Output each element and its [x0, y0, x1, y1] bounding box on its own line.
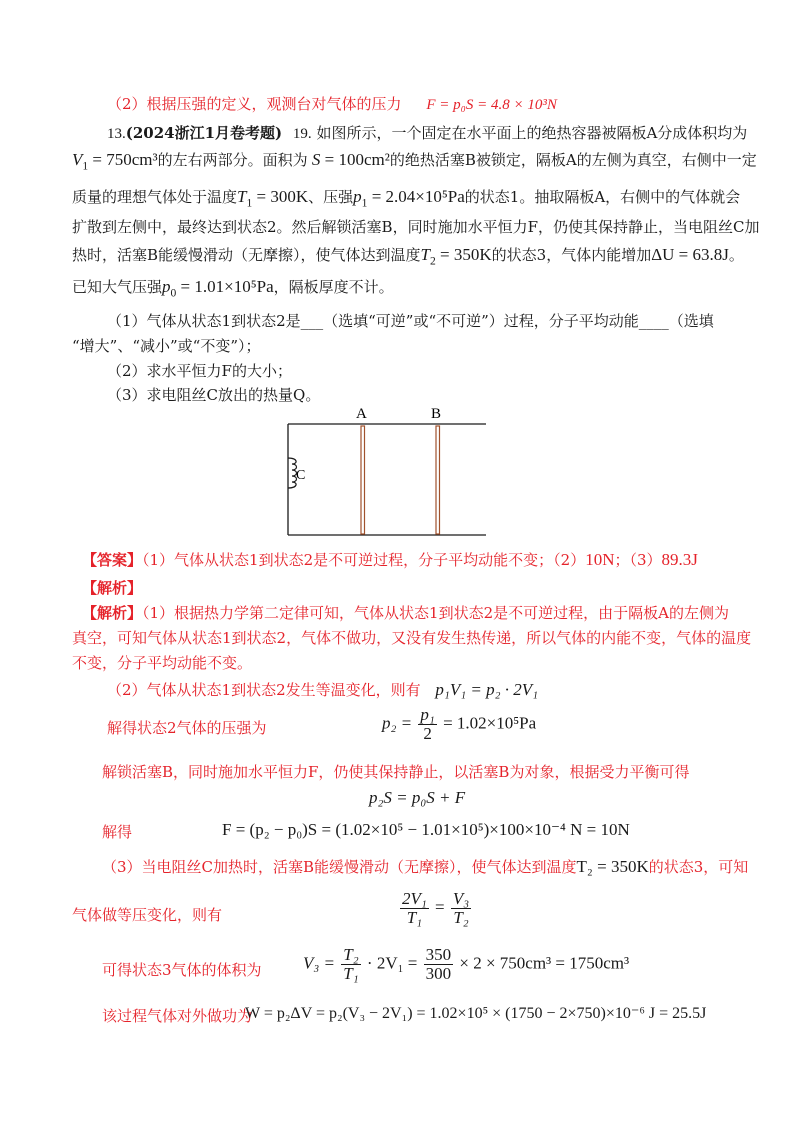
answer-value-3: 89.3J: [661, 550, 698, 569]
analysis-tag: 【解析】: [82, 604, 143, 622]
analysis-p2b-equation: p₂ = $\frac{\text{p₁}}{2}$ = 1.02×10⁵Pa: [382, 705, 537, 743]
answer-text-2: ；（3）: [614, 551, 662, 569]
problem-line-5: 热时，活塞B能缓慢滑动（无摩擦），使气体达到温度$T_2 = 350K$的状态3，气体内能增加ΔU = 63.8J。: [72, 245, 744, 268]
analysis-p2-line: [107, 680, 538, 700]
analysis-p8-text: 该过程气体对外做功为: [102, 1007, 253, 1025]
answer-tag: 【答案】: [82, 551, 143, 569]
t2-value: 350K: [453, 245, 492, 264]
problem-line-2: $V_1 = 750cm^3$的左右两部分。面积为 S = 100cm²的绝热活塞B被锁定，隔板A的左侧为真空，右侧中一定: [72, 150, 757, 173]
prev-answer-prefix: （2）根据压强的定义，观测台对气体的压力: [107, 95, 402, 113]
container-figure: [270, 400, 500, 545]
analysis-p3-equation: p₂S = p₀S + F: [369, 788, 466, 807]
piston-b: [436, 426, 440, 534]
analysis-p2-text: （2）气体从状态1到状态2发生等温变化，则有: [107, 681, 421, 699]
problem-text-5b: 的状态3，气体内能增加: [491, 246, 652, 264]
problem-text-6a: 已知大气压强: [72, 278, 163, 296]
analysis-p2-equation: p₁V₁ = p₂ · 2V₁: [435, 680, 539, 699]
problem-line-3: 质量的理想气体处于温度$T_1 = 300K$、压强$p_1 = 2.04\times 10^5Pa$的状态1。抽取隔板A，右侧中的气体就会: [72, 187, 741, 210]
problem-text-3a: 质量的理想气体处于温度: [72, 188, 238, 206]
partition-a: [361, 426, 365, 534]
analysis-p7-equation: V₃ = $\frac{\text{T₂}}{\text{T₁}}$ · 2V₁ = $\frac{350}{300}$ × 2 × 750cm³ = 1750cm³: [303, 945, 630, 983]
analysis-p1-line-1: 【解析】（1）根据热力学第二定律可知，气体从状态1到状态2是不可逆过程，由于隔板A的左侧为: [82, 604, 729, 622]
analysis-p6-text: 气体做等压变化，则有: [72, 906, 223, 924]
problem-text-1: 如图所示，一个固定在水平面上的绝热容器被隔板A分成体积均为: [316, 124, 748, 142]
v1-value: 750cm³: [106, 150, 158, 169]
analysis-p1-line-3: 不变，分子平均动能不变。: [72, 654, 253, 672]
prev-answer-line: [107, 94, 557, 115]
problem-line-6: 已知大气压强$p_0 = 1.01\times 10^5Pa$，隔板厚度不计。: [72, 277, 394, 300]
answer-line: [82, 550, 698, 570]
prev-answer-formula: F = p₀S = 4.8 × 10³N: [426, 97, 557, 113]
analysis-p5-t2: T₂ = 350K: [576, 857, 649, 876]
problem-text-5a: 热时，活塞B能缓慢滑动（无摩擦），使气体达到温度: [72, 246, 421, 264]
p0-value: 1.01×10⁵Pa: [194, 277, 274, 296]
analysis-p5-line: （3）当电阻丝C加热时，活塞B能缓慢滑动（无摩擦），使气体达到温度T₂ = 350K的状态3，可知: [102, 857, 749, 876]
label-c: C: [296, 468, 306, 483]
problem-text-5c: 。: [728, 246, 744, 264]
analysis-p3-text: 解锁活塞B，同时施加水平恒力F，仍使其保持静止，以活塞B为对象，根据受力平衡可得: [102, 763, 690, 781]
problem-text-3c: 的状态1。抽取隔板A，右侧中的气体就会: [464, 188, 741, 206]
answer-value-2: 10N: [585, 550, 615, 569]
p1-value: 2.04×10⁵Pa: [385, 187, 465, 206]
problem-text-2b: 的绝热活塞B被锁定，隔板A的左侧为真空，右侧中一定: [389, 151, 757, 169]
analysis-p4-equation: F = (p₂ − p₀)S = (1.02×10⁵ − 1.01×10⁵)×100×10⁻⁴ N = 10N: [222, 820, 630, 839]
answer-text-1: （1）气体从状态1到状态2是不可逆过程，分子平均动能不变；（2）: [142, 551, 586, 569]
question-1-line-1: （1）气体从状态1到状态2是___（选填“可逆”或“不可逆”）过程，分子平均动能____（选填: [107, 312, 714, 330]
problem-text-6b: ，隔板厚度不计。: [273, 278, 394, 296]
problem-text-3b: 、压强: [308, 188, 354, 206]
label-a: A: [356, 406, 367, 422]
analysis-heading: 【解析】: [82, 579, 143, 597]
s-value: 100cm²: [338, 150, 390, 169]
problem-source: (2024浙江1月卷考题): [125, 124, 283, 142]
problem-line-1: [107, 123, 747, 144]
analysis-p7-text: 可得状态3气体的体积为: [102, 961, 262, 979]
problem-sub-number: 19.: [292, 126, 312, 142]
problem-line-4: 扩散到左侧中，最终达到状态2。然后解锁活塞B，同时施加水平恒力F，仍使其保持静止，当电阻丝C加: [72, 218, 760, 236]
problem-number: 13.: [107, 126, 126, 142]
question-3: （3）求电阻丝C放出的热量Q。: [107, 386, 321, 404]
analysis-p1-line-2: 真空，可知气体从状态1到状态2，气体不做功，又没有发生热传递，所以气体的内能不变，气体的温度: [72, 629, 752, 647]
question-2: （2）求水平恒力F的大小；: [107, 362, 292, 380]
analysis-p8-equation: W = p₂ΔV = p₂(V₃ − 2V₁) = 1.02×10⁵ × (1750 − 2×750)×10⁻⁶ J = 25.5J: [245, 1005, 707, 1022]
label-b: B: [431, 406, 442, 422]
analysis-p4-line: 解得: [102, 823, 133, 841]
t1-value: 300K: [270, 187, 309, 206]
analysis-p6-equation: $\frac{\text{2V₁}}{\text{T₁}}$ = $\frac{\text{V₃}}{\text{T₂}}$: [402, 889, 470, 927]
question-1-line-2: “增大”、“减小”或“不变”）；: [72, 337, 261, 355]
problem-text-2a: 的左右两部分。面积为: [157, 151, 308, 169]
du-value: ΔU = 63.8J: [651, 245, 729, 264]
analysis-p2b-text: 解得状态2气体的压强为: [107, 719, 267, 737]
